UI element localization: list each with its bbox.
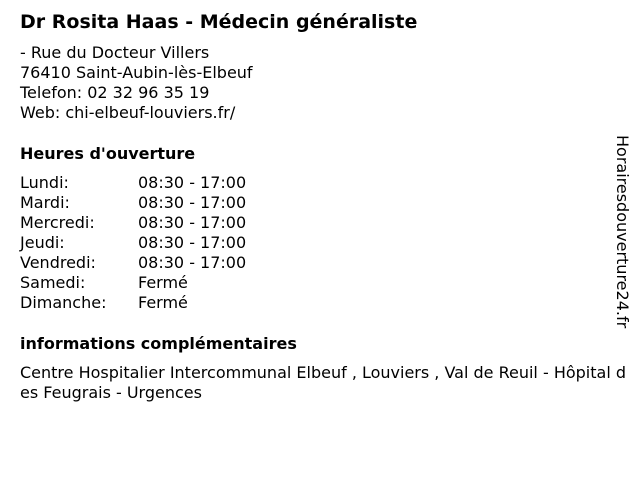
day-label: Dimanche: <box>20 293 107 312</box>
hours-row-thursday <box>20 233 246 253</box>
city-address: 76410 Saint-Aubin-lès-Elbeuf <box>20 63 253 82</box>
time-value: Fermé <box>138 293 188 312</box>
day-label: Mercredi: <box>20 213 95 232</box>
day-label: Jeudi: <box>20 233 65 252</box>
street-address: - Rue du Docteur Villers <box>20 43 210 62</box>
website: Web: chi-elbeuf-louviers.fr/ <box>20 103 236 122</box>
hours-row-saturday <box>20 273 246 293</box>
info-heading: informations complémentaires <box>20 334 297 353</box>
time-value: 08:30 - 17:00 <box>138 213 247 232</box>
hours-row-tuesday <box>20 193 246 213</box>
day-label: Lundi: <box>20 173 69 192</box>
time-value: 08:30 - 17:00 <box>138 253 247 272</box>
hours-row-friday <box>20 253 246 273</box>
day-label: Mardi: <box>20 193 70 212</box>
hours-row-sunday <box>20 293 246 313</box>
day-label: Vendredi: <box>20 253 96 272</box>
address-block <box>20 43 253 123</box>
time-value: 08:30 - 17:00 <box>138 193 247 212</box>
hours-table <box>20 173 246 313</box>
time-value: 08:30 - 17:00 <box>138 233 247 252</box>
time-value: 08:30 - 17:00 <box>138 173 247 192</box>
time-value: Fermé <box>138 273 188 292</box>
hours-heading: Heures d'ouverture <box>20 144 196 163</box>
hours-row-monday <box>20 173 246 193</box>
page-title: Dr Rosita Haas - Médecin généraliste <box>20 11 418 33</box>
hours-row-wednesday <box>20 213 246 233</box>
phone-number: Telefon: 02 32 96 35 19 <box>20 83 210 102</box>
site-watermark: Horairesdouverture24.fr <box>613 135 632 329</box>
info-text: Centre Hospitalier Intercommunal Elbeuf , Louviers , Val de Reuil - Hôpital des Feugrais - Urgences <box>20 363 627 402</box>
day-label: Samedi: <box>20 273 86 292</box>
